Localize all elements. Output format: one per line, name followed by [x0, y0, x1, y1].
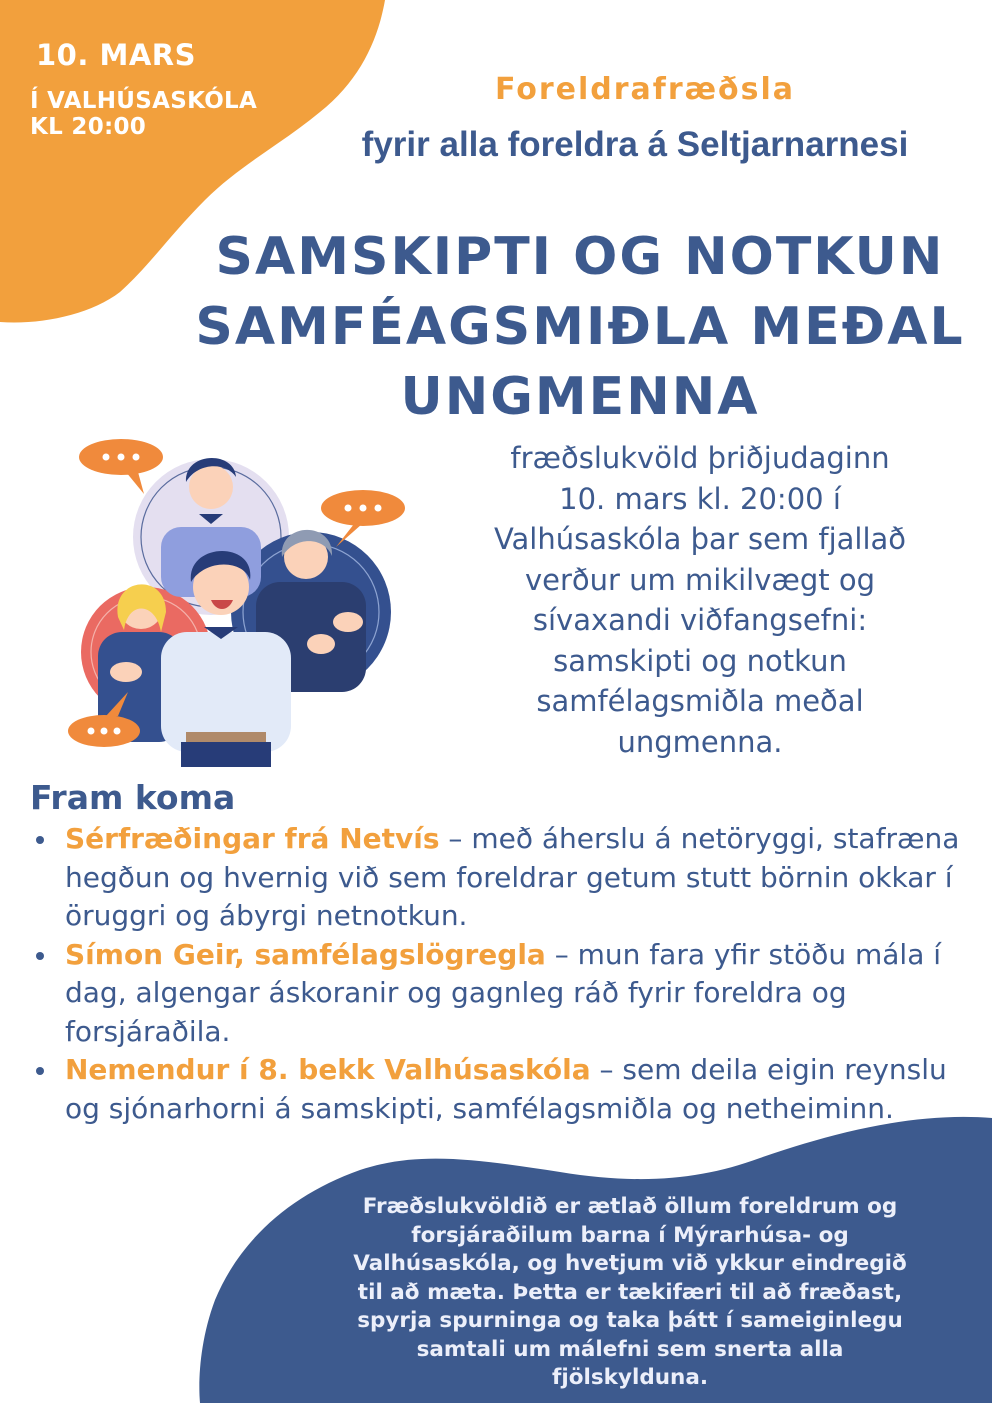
footer-line: spyrja spurninga og taka þátt í sameiginlegu — [357, 1308, 903, 1333]
intro-line: fræðslukvöld þriðjudaginn — [510, 441, 890, 475]
intro-line: samskipti og notkun — [553, 643, 847, 678]
event-badge — [30, 38, 257, 140]
title-line-2: SAMFÉAGSMIÐLA MEÐAL — [195, 297, 965, 357]
audience-subheading: fyrir alla foreldra á Seltjarnarnesi — [361, 125, 909, 164]
event-time: KL 20:00 — [30, 114, 147, 140]
speaker-name: Símon Geir, samfélagslögregla — [65, 937, 546, 971]
kicker-heading: Foreldrafræðsla — [494, 72, 796, 107]
speaker-list — [28, 820, 968, 1128]
intro-line: Valhúsaskóla þar sem fjallað — [493, 522, 907, 556]
speaker-description: – með áherslu á netöryggi, stafræna hegðun og hvernig við sem foreldrar getum stutt börnin okkar í öruggri og ábyrgi netnotkun. — [65, 822, 960, 932]
footer-line: forsjáraðilum barna í Mýrarhúsa- og — [411, 1222, 849, 1248]
footer-line: samtali um málefni sem snerta alla — [416, 1336, 844, 1362]
speaker-description: – sem deila eigin reynslu og sjónarhorni á samskipti, samfélagsmiðla og netheiminn. — [65, 1053, 947, 1125]
bullet-icon — [36, 1067, 44, 1075]
footer-line: Fræðslukvöldið er ætlað öllum foreldrum og — [362, 1194, 898, 1219]
intro-line: samfélagsmiðla meðal — [536, 684, 864, 718]
speakers-heading: Fram koma — [30, 778, 236, 817]
speaker-item — [28, 936, 968, 1052]
speech-bubble-icon — [79, 439, 163, 494]
intro-line: verður um mikilvægt og — [524, 562, 876, 597]
speaker-item — [28, 820, 968, 936]
speaker-description: – mun fara yfir stöðu mála í dag, algengar áskoranir og gagnleg ráð fyrir foreldra og forsjáraðila. — [65, 937, 942, 1048]
intro-line: ungmenna. — [617, 724, 783, 759]
title-line-1: SAMSKIPTI OG NOTKUN — [215, 227, 945, 287]
speaker-name: Sérfræðingar frá Netvís — [65, 822, 440, 855]
bullet-icon — [36, 836, 44, 844]
footer-line: fjölskylduna. — [551, 1365, 709, 1390]
footer-line: til að mæta. Þetta er tækifæri til að fræðast, — [357, 1279, 903, 1305]
page-title — [160, 222, 992, 432]
bullet-icon — [36, 952, 44, 960]
speaker-name: Nemendur í 8. bekk Valhúsaskóla — [65, 1053, 591, 1086]
footer-line: Valhúsaskóla, og hvetjum við ykkur eindregið — [353, 1251, 907, 1276]
people-conversation-illustration — [66, 432, 416, 767]
intro-line: 10. mars kl. 20:00 í — [559, 481, 841, 516]
speaker-item — [28, 1051, 968, 1128]
title-line-3: UNGMENNA — [400, 367, 760, 427]
intro-paragraph — [440, 438, 960, 762]
event-venue: Í VALHÚSASKÓLA — [30, 88, 258, 114]
footer-invitation — [325, 1193, 935, 1393]
intro-line: sívaxandi viðfangsefni: — [532, 603, 868, 637]
event-date: 10. MARS — [36, 38, 196, 72]
